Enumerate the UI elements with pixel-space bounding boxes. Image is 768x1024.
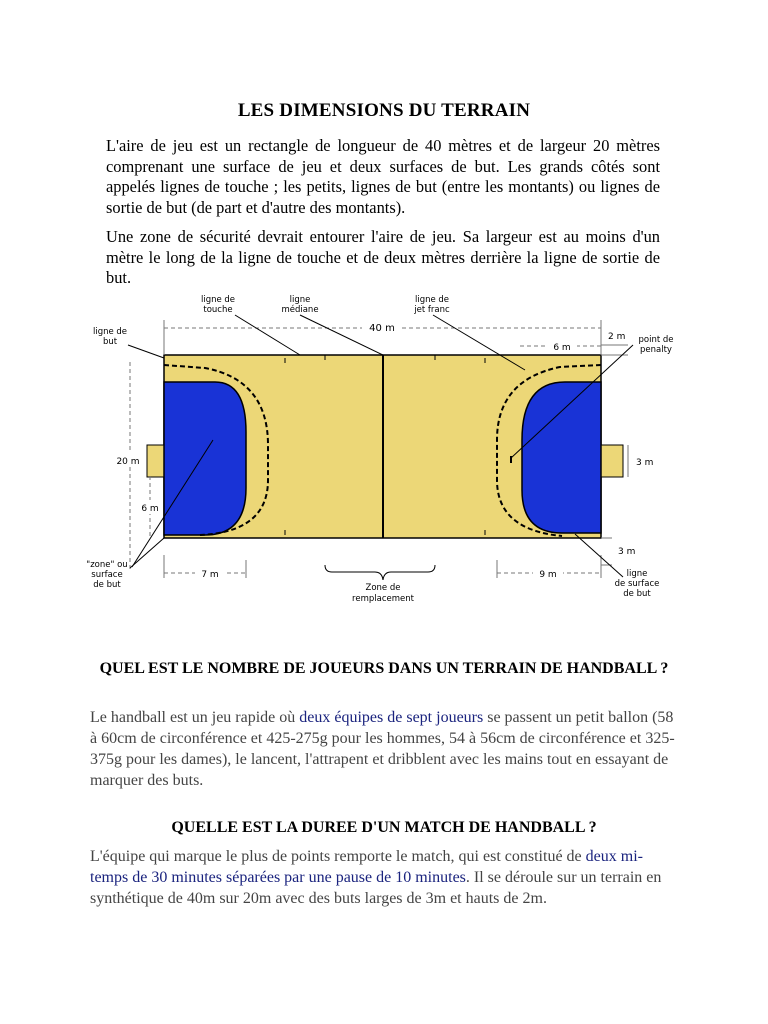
label-ligne-mediane-2: médiane — [281, 305, 319, 315]
court-diagram — [80, 290, 690, 610]
label-ligne-surface-3: de but — [623, 589, 651, 599]
dim-9m: 9 m — [539, 570, 557, 580]
label-ligne-mediane-1: ligne — [289, 295, 311, 305]
dim-3m-right: 3 m — [636, 458, 654, 468]
label-remplacement-1: Zone de — [365, 583, 401, 593]
label-jet-franc-2: jet franc — [414, 305, 450, 315]
dim-20m: 20 m — [116, 457, 140, 467]
label-zone-2: surface — [91, 570, 123, 580]
duration-heading: QUELLE EST LA DUREE D'UN MATCH DE HANDBALL ? — [171, 819, 597, 836]
label-zone-3: de but — [93, 580, 121, 590]
dim-6m-left: 6 m — [141, 504, 159, 514]
right-goal-area — [522, 382, 601, 533]
label-ligne-de-touche-2: touche — [203, 305, 233, 315]
players-heading: QUEL EST LE NOMBRE DE JOUEURS DANS UN TERRAIN DE HANDBALL ? — [99, 660, 669, 677]
players-link[interactable]: deux équipes de sept joueurs — [299, 709, 484, 726]
label-ligne-de-but-1: ligne de — [92, 327, 128, 337]
label-ligne-de-touche-1: ligne de — [200, 295, 236, 305]
label-ligne-surface-2: de surface — [614, 579, 660, 589]
label-ligne-de-but-2: but — [102, 337, 118, 347]
label-jet-franc-1: ligne de — [414, 295, 450, 305]
label-penalty-2: penalty — [640, 345, 672, 355]
dim-3m-bottom: 3 m — [618, 547, 636, 557]
dim-7m: 7 m — [201, 570, 219, 580]
duration-paragraph: L'équipe qui marque le plus de points remporte le match, qui est constitué de deux mi-temps de 30 minutes séparées par une pause de 10 minutes. Il se déroule sur un terrain en synthétique de 40m sur 20m avec des buts larges de 3m et hauts de 2m. — [90, 848, 662, 907]
label-zone-1: "zone" ou — [86, 560, 128, 570]
dim-2m: 2 m — [608, 332, 626, 342]
page-title: LES DIMENSIONS DU TERRAIN — [237, 100, 531, 121]
label-penalty-1: point de — [638, 335, 674, 345]
left-goal — [147, 445, 164, 477]
dim-6m-top: 6 m — [553, 343, 571, 353]
dim-40m: 40 m — [369, 323, 395, 334]
duration-link[interactable]: deux mi-temps de 30 minutes séparées par une pause de 10 minutes — [90, 848, 643, 886]
label-remplacement-2: remplacement — [352, 594, 414, 604]
safety-paragraph: Une zone de sécurité devrait entourer l'aire de jeu. Sa largeur est au moins d'un mètre le long de la ligne de touche et de deux mètres derrière la ligne de sortie de but. — [106, 227, 660, 287]
intro-paragraph: L'aire de jeu est un rectangle de longueur de 40 mètres et de largeur 20 mètres comprenant une surface de jeu et deux surfaces de but. Les grands côtés sont appelés lignes de touche ; les petits, lignes de but (entre les montants) ou lignes de sortie de but (de part et d'autre des montants). — [106, 136, 660, 217]
players-paragraph: Le handball est un jeu rapide où deux équipes de sept joueurs se passent un petit ballon (58 à 60cm de circonférence et 425-275g pour les hommes, 54 à 56cm de circonférence et 325-375g pour les dames), le lancent, l'attrapent et dribblent avec les mains tout en essayant de marquer des buts. — [90, 709, 675, 789]
right-goal — [601, 445, 623, 477]
label-ligne-surface-1: ligne — [626, 569, 648, 579]
left-goal-area — [164, 382, 246, 535]
